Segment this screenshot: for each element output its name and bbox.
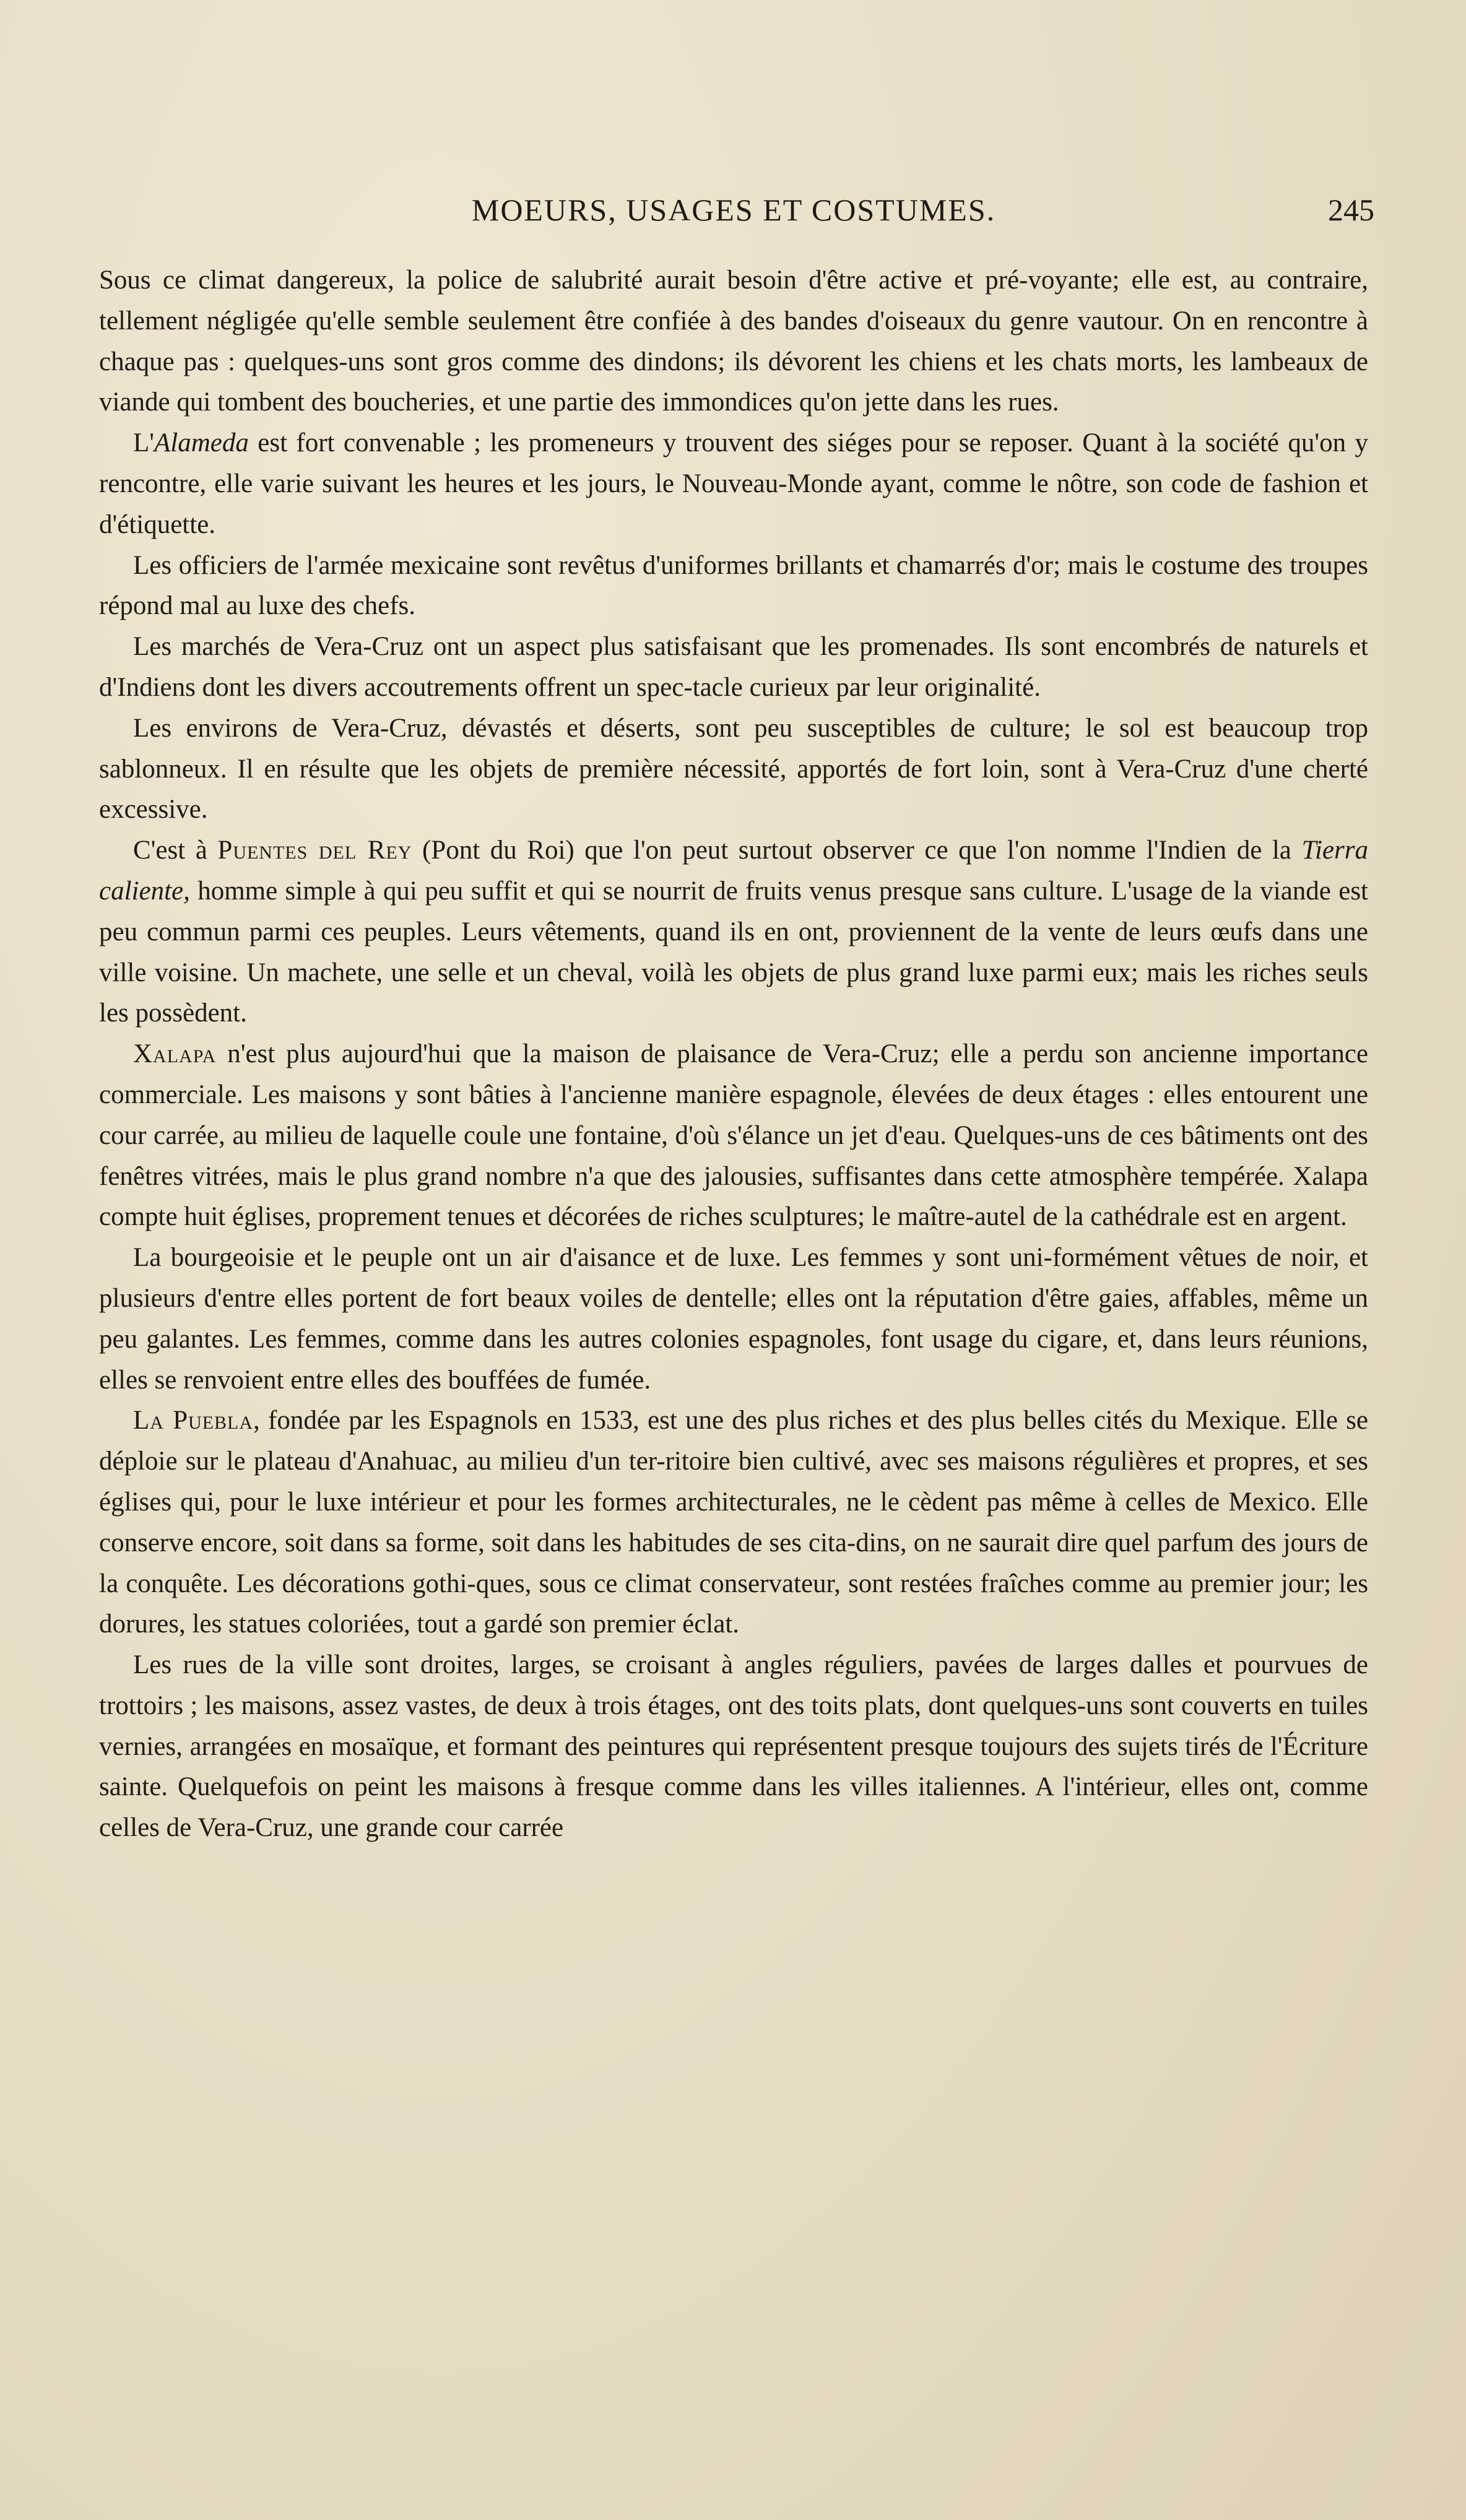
- paragraph-2: [99, 423, 1368, 545]
- paragraph-1: [99, 260, 1368, 423]
- paragraph-8: [99, 1237, 1368, 1400]
- paragraph-6-text: homme simple à qui peu suffit et qui se nourrit de fruits venus presque sans culture. L'usage de la viande est peu commun parmi ces peuples. Leurs vêtements, quand ils en ont, proviennent de la vente de leurs œufs dans une ville voisine. Un machete, une selle et un cheval, voilà les objets de plus grand luxe parmi eux; mais les riches seuls les possèdent.: [99, 876, 1368, 1028]
- paragraph-3: [99, 545, 1368, 627]
- paragraph-2-italic: Alameda: [154, 428, 249, 458]
- paragraph-6: [99, 830, 1368, 1034]
- paragraph-5: [99, 708, 1368, 830]
- text-body: [99, 260, 1368, 1848]
- paragraph-7-smallcaps: Xalapa: [133, 1039, 217, 1069]
- paragraph-9: [99, 1400, 1368, 1645]
- paragraph-9-text: , fondée par les Espagnols en 1533, est une des plus riches et des plus belles cités du Mexique. Elle se déploie sur le plateau d'Anahuac, au milieu d'un ter-ritoire bien cultivé, avec ses maisons régulières et propres, et ses églises qui, pour le luxe intérieur et pour les formes architecturales, ne le cèdent pas même à celles de Mexico. Elle conserve encore, soit dans sa forme, soit dans les habitudes de ses cita-dins, on ne saurait dire quel parfum des jours de la conquête. Les décorations gothi-ques, sous ce climat conservateur, sont restées fraîches comme au premier jour; les dorures, les statues coloriées, tout a gardé son premier éclat.: [99, 1406, 1368, 1639]
- page-header: [99, 192, 1374, 241]
- paragraph-10: [99, 1645, 1368, 1848]
- running-title: MOEURS, USAGES ET COSTUMES.: [471, 193, 996, 227]
- paragraph-10-text: Les rues de la ville sont droites, larges, se croisant à angles réguliers, pavées de larges dalles et pourvues de trottoirs ; les maisons, assez vastes, de deux à trois étages, ont des toits plats, dont quelques-uns sont couverts en tuiles vernies, arrangées en mosaïque, et formant des peintures qui représentent presque toujours des sujets tirés de l'Écriture sainte. Quelquefois on peint les maisons à fresque comme dans les villes italiennes. A l'intérieur, elles ont, comme celles de Vera-Cruz, une grande cour carrée: [99, 1650, 1368, 1843]
- book-page: [99, 192, 1374, 1848]
- paragraph-9-smallcaps: La Puebla: [133, 1406, 254, 1435]
- paragraph-3-text: Les officiers de l'armée mexicaine sont revêtus d'uniformes brillants et chamarrés d'or; mais le costume des troupes répond mal au luxe des chefs.: [99, 550, 1368, 621]
- page-number: 245: [1328, 193, 1374, 227]
- paragraph-7: [99, 1034, 1368, 1237]
- paragraph-6-italic: Tierra caliente,: [99, 836, 1368, 906]
- paragraph-7-text: n'est plus aujourd'hui que la maison de plaisance de Vera-Cruz; elle a perdu son ancienne importance commerciale. Les maisons y sont bâties à l'ancienne manière espagnole, élevées de deux étages : elles entourent une cour carrée, au milieu de laquelle coule une fontaine, d'où s'élance un jet d'eau. Quelques-uns de ces bâtiments ont des fenêtres vitrées, mais le plus grand nombre n'a que des jalousies, suffisantes dans cette atmosphère tempérée. Xalapa compte huit églises, proprement tenues et décorées de riches sculptures; le maître-autel de la cathédrale est en argent.: [99, 1039, 1368, 1232]
- paragraph-4-text: Les marchés de Vera-Cruz ont un aspect plus satisfaisant que les promenades. Ils sont encombrés de naturels et d'Indiens dont les divers accoutrements offrent un spec-tacle curieux par leur originalité.: [99, 632, 1368, 702]
- paragraph-6-middle: (Pont du Roi) que l'on peut surtout observer ce que l'on nomme l'Indien de la: [412, 836, 1302, 865]
- paragraph-4: [99, 626, 1368, 708]
- paragraph-2-text: est fort convenable ; les promeneurs y trouvent des siéges pour se reposer. Quant à la société qu'on y rencontre, elle varie suivant les heures et les jours, le Nouveau-Monde ayant, comme le nôtre, son code de fashion et d'étiquette.: [99, 428, 1368, 539]
- paragraph-5-text: Les environs de Vera-Cruz, dévastés et déserts, sont peu susceptibles de culture; le sol est beaucoup trop sablonneux. Il en résulte que les objets de première nécessité, apportés de fort loin, sont à Vera-Cruz d'une cherté excessive.: [99, 713, 1368, 825]
- paragraph-8-text: La bourgeoisie et le peuple ont un air d'aisance et de luxe. Les femmes y sont uni-formément vêtues de noir, et plusieurs d'entre elles portent de fort beaux voiles de dentelle; elles ont la réputation d'être gaies, affables, même un peu galantes. Les femmes, comme dans les autres colonies espagnoles, font usage du cigare, et, dans leurs réunions, elles se renvoient entre elles des bouffées de fumée.: [99, 1243, 1368, 1395]
- paragraph-6-prefix: C'est à: [133, 836, 218, 865]
- paragraph-6-smallcaps: Puentes del Rey: [217, 836, 412, 865]
- paragraph-1-text: Sous ce climat dangereux, la police de salubrité aurait besoin d'être active et pré-voyante; elle est, au contraire, tellement négligée qu'elle semble seulement être confiée à des bandes d'oiseaux du genre vautour. On en rencontre à chaque pas : quelques-uns sont gros comme des dindons; ils dévorent les chiens et les chats morts, les lambeaux de viande qui tombent des boucheries, et une partie des immondices qu'on jette dans les rues.: [99, 266, 1368, 417]
- paragraph-2-prefix: L': [133, 428, 155, 458]
